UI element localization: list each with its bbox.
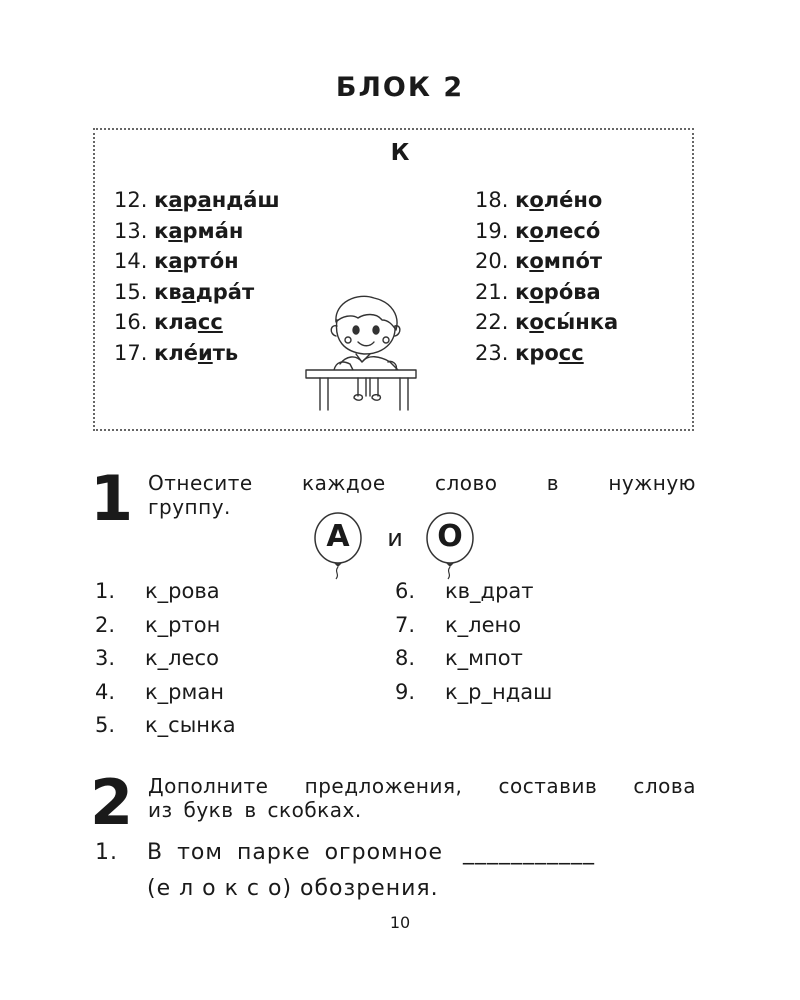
exercise-word: к_р_ндаш bbox=[445, 679, 553, 704]
exercise-item bbox=[395, 609, 552, 643]
task-2-number: 2 bbox=[90, 766, 134, 839]
task-2-instruction bbox=[148, 774, 696, 822]
task-2-instruction-line1 bbox=[148, 774, 696, 798]
exercise-number: 2. bbox=[95, 612, 116, 637]
vocabulary-word-text: компо́т bbox=[515, 249, 603, 273]
exercise-item bbox=[95, 642, 236, 676]
vocabulary-word-number: 21. bbox=[475, 279, 516, 304]
vocabulary-word-text: кле́ить bbox=[154, 340, 239, 365]
exercise-item bbox=[95, 709, 236, 743]
boy-at-desk-illustration bbox=[300, 290, 430, 415]
task-1-exercises-left bbox=[95, 575, 236, 743]
instruction-word: слова bbox=[633, 774, 696, 798]
vocabulary-word-text: косы́нка bbox=[515, 310, 619, 334]
exercise-item bbox=[395, 642, 552, 676]
balloon-o-label: О bbox=[437, 519, 463, 554]
exercise-number: 5. bbox=[95, 713, 116, 737]
instruction-word: слово bbox=[434, 471, 498, 495]
task-2-instruction-line2: из букв в скобках. bbox=[148, 798, 362, 822]
vocabulary-word-number: 16. bbox=[114, 310, 155, 334]
vocabulary-word-number: 14. bbox=[114, 249, 155, 273]
exercise-word: к_ртон bbox=[145, 612, 221, 637]
vocabulary-word-number: 12. bbox=[114, 188, 155, 212]
vocabulary-word bbox=[475, 246, 618, 277]
instruction-word: каждое bbox=[301, 471, 386, 495]
block-title: БЛОК 2 bbox=[335, 72, 465, 103]
vocabulary-word-text: каранда́ш bbox=[154, 188, 280, 212]
instruction-word: Дополните bbox=[148, 774, 269, 798]
vocabulary-word-number: 23. bbox=[475, 340, 516, 365]
exercise-number: 1. bbox=[95, 579, 116, 603]
underlined-letter: о bbox=[529, 249, 544, 273]
exercise-number: 7. bbox=[395, 612, 416, 637]
vocabulary-word-number: 18. bbox=[475, 188, 516, 212]
exercise-number: 6. bbox=[395, 579, 416, 603]
vocabulary-right-column bbox=[475, 185, 618, 368]
page-number: 10 bbox=[389, 913, 411, 932]
vocabulary-word bbox=[114, 277, 280, 308]
exercise-word: кв_драт bbox=[445, 579, 534, 603]
vocabulary-word bbox=[114, 185, 280, 216]
underlined-letter: о bbox=[529, 279, 544, 304]
balloon-conjunction: и bbox=[387, 524, 403, 552]
vocabulary-word-text: колесо́ bbox=[515, 218, 601, 243]
task-2-sentence-line2: (е л о к с о) обозрения. bbox=[147, 876, 439, 901]
vocabulary-word-text: класс bbox=[154, 310, 223, 334]
vocabulary-word bbox=[475, 185, 618, 216]
vocabulary-word-number: 17. bbox=[114, 340, 155, 365]
vocabulary-word bbox=[114, 246, 280, 277]
exercise-item bbox=[95, 676, 236, 710]
vocabulary-left-column bbox=[114, 185, 280, 368]
sentence-number: 1. bbox=[95, 840, 118, 865]
underlined-letter: а bbox=[168, 218, 183, 243]
instruction-word: нужную bbox=[608, 471, 696, 495]
underlined-letter: о bbox=[529, 218, 544, 243]
vocabulary-word-number: 15. bbox=[114, 279, 155, 304]
task-2-sentence bbox=[95, 835, 595, 907]
exercise-item bbox=[95, 609, 236, 643]
answer-blank[interactable]: ___________ bbox=[463, 840, 596, 865]
instruction-word: предложения, bbox=[304, 774, 463, 798]
task-2-sentence-line1 bbox=[95, 835, 595, 871]
underlined-letter: а bbox=[168, 188, 183, 212]
task-1-exercises-right bbox=[395, 575, 552, 709]
underlined-letter: о bbox=[529, 310, 544, 334]
balloon-a-label: А bbox=[326, 519, 350, 554]
exercise-number: 8. bbox=[395, 646, 416, 670]
vocabulary-word-number: 19. bbox=[475, 218, 516, 243]
underlined-letter: а bbox=[197, 188, 212, 212]
task-1-instruction-line2: группу. bbox=[148, 495, 231, 519]
vocabulary-word bbox=[475, 307, 618, 338]
vocabulary-word-text: квадра́т bbox=[154, 279, 255, 304]
instruction-word: составив bbox=[498, 774, 598, 798]
underlined-letter: сс bbox=[558, 340, 584, 365]
exercise-number: 3. bbox=[95, 646, 116, 670]
vocabulary-word-text: коро́ва bbox=[515, 279, 601, 304]
task-1-number: 1 bbox=[90, 462, 134, 535]
exercise-number: 9. bbox=[395, 679, 416, 704]
underlined-letter: и bbox=[197, 340, 213, 365]
vocabulary-word-text: коле́но bbox=[515, 188, 603, 212]
vocabulary-word-number: 22. bbox=[475, 310, 516, 334]
exercise-word: к_сынка bbox=[145, 713, 236, 737]
vocabulary-word bbox=[475, 338, 618, 369]
underlined-letter: а bbox=[168, 249, 183, 273]
vocabulary-word bbox=[475, 216, 618, 247]
task-1-instruction-line1 bbox=[148, 471, 696, 495]
underlined-letter: о bbox=[529, 188, 544, 212]
vocabulary-word-number: 20. bbox=[475, 249, 516, 273]
vocabulary-letter: К bbox=[390, 140, 410, 166]
underlined-letter: сс bbox=[197, 310, 223, 334]
exercise-item bbox=[95, 575, 236, 609]
exercise-word: к_лесо bbox=[145, 646, 219, 670]
underlined-letter: а bbox=[181, 279, 196, 304]
vocabulary-word-text: карма́н bbox=[154, 218, 244, 243]
exercise-word: к_рман bbox=[145, 679, 224, 704]
vocabulary-word-text: карто́н bbox=[154, 249, 239, 273]
vocabulary-word bbox=[114, 338, 280, 369]
exercise-word: к_лено bbox=[445, 612, 522, 637]
exercise-item bbox=[395, 575, 552, 609]
vocabulary-word-number: 13. bbox=[114, 218, 155, 243]
sentence-text-line1: В том парке огромное bbox=[147, 840, 444, 865]
exercise-number: 4. bbox=[95, 679, 116, 704]
vocabulary-word bbox=[475, 277, 618, 308]
exercise-word: к_рова bbox=[145, 579, 220, 603]
exercise-word: к_мпот bbox=[445, 646, 523, 670]
vocabulary-word bbox=[114, 307, 280, 338]
instruction-word: Отнесите bbox=[148, 471, 253, 495]
vocabulary-word bbox=[114, 216, 280, 247]
exercise-item bbox=[395, 676, 552, 710]
vocabulary-word-text: кросс bbox=[515, 340, 584, 365]
instruction-word: в bbox=[546, 471, 560, 495]
